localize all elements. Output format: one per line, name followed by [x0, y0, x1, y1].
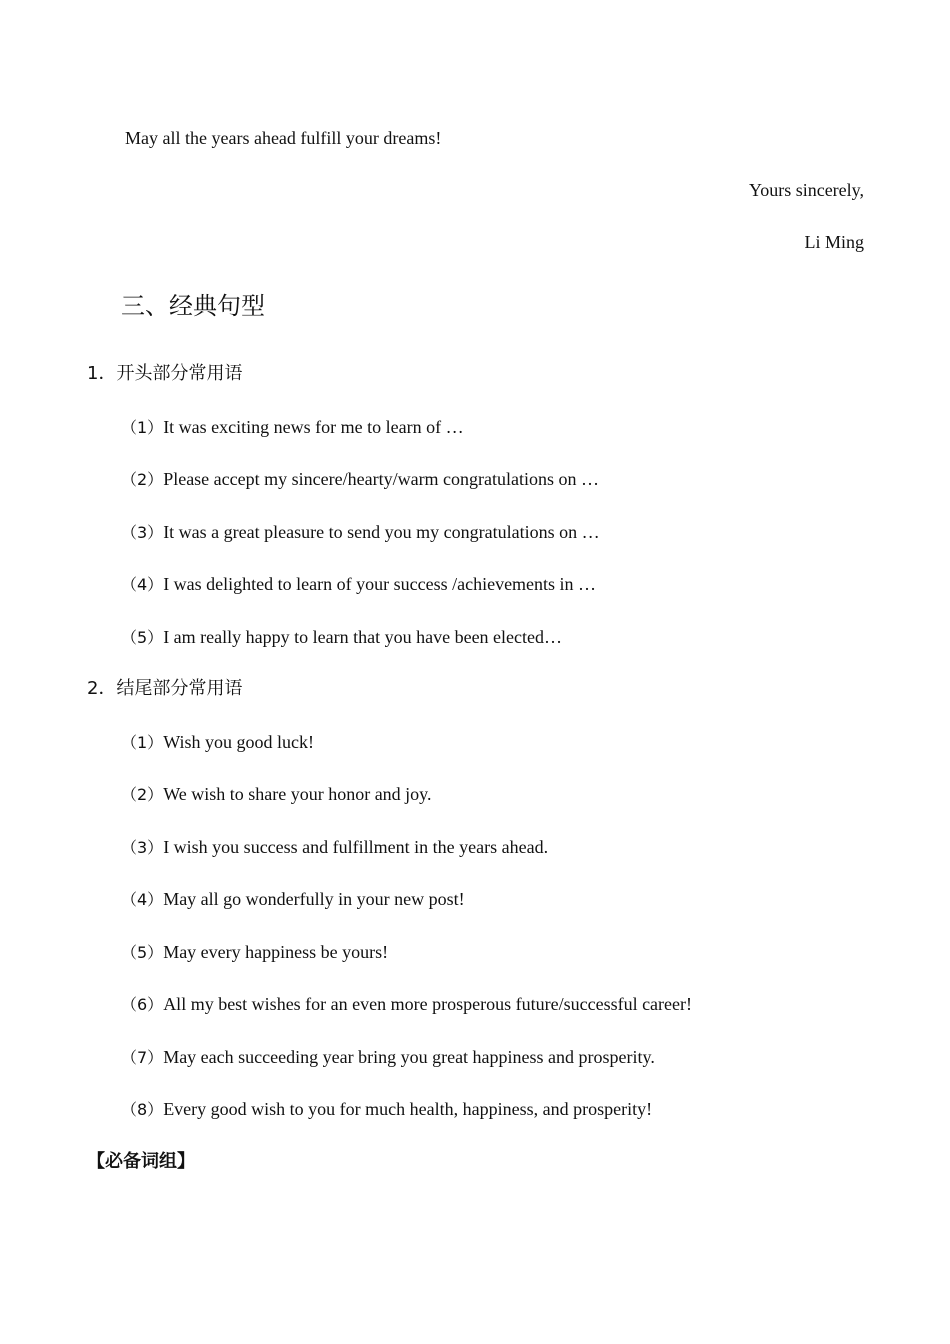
closing-item — [121, 1045, 655, 1070]
letter-signature: Li Ming — [804, 232, 864, 252]
item-text: May every happiness be yours! — [163, 942, 389, 962]
item-text: Please accept my sincere/hearty/warm congratulations on … — [163, 469, 600, 489]
closing-item — [121, 992, 692, 1017]
item-number: （6） — [121, 995, 164, 1014]
item-text: Wish you good luck! — [163, 732, 314, 752]
item-number: （7） — [121, 1048, 164, 1067]
closing-item — [121, 730, 314, 755]
item-number: （4） — [121, 890, 164, 909]
closing-item — [121, 782, 432, 807]
item-text: It was exciting news for me to learn of … — [163, 417, 464, 437]
item-number: （3） — [121, 838, 164, 857]
item-text: It was a great pleasure to send you my congratulations on … — [163, 522, 600, 542]
item-number: （2） — [121, 785, 164, 804]
item-number: （2） — [121, 470, 164, 489]
item-text: Every good wish to you for much health, happiness, and prosperity! — [163, 1099, 653, 1119]
item-text: May all go wonderfully in your new post! — [163, 889, 465, 909]
vocab-heading: 【必备词组】 — [87, 1151, 195, 1172]
opening-item — [121, 625, 562, 650]
closing-item — [121, 1097, 652, 1122]
opening-item — [121, 572, 596, 597]
letter-closing-wish: May all the years ahead fulfill your dreams! — [125, 128, 442, 148]
item-number: （5） — [121, 628, 164, 647]
item-text: May each succeeding year bring you great happiness and prosperity. — [163, 1047, 655, 1067]
closing-heading: 2．结尾部分常用语 — [87, 678, 243, 699]
opening-item — [121, 520, 600, 545]
item-number: （8） — [121, 1100, 164, 1119]
letter-signoff: Yours sincerely, — [749, 180, 864, 200]
closing-item — [121, 940, 388, 965]
section-title: 三、经典句型 — [121, 292, 265, 320]
item-text: We wish to share your honor and joy. — [163, 784, 432, 804]
item-number: （3） — [121, 523, 164, 542]
opening-heading: 1．开头部分常用语 — [87, 363, 243, 384]
item-number: （1） — [121, 418, 164, 437]
item-text: I wish you success and fulfillment in the years ahead. — [163, 837, 549, 857]
item-number: （1） — [121, 733, 164, 752]
item-text: All my best wishes for an even more prosperous future/successful career! — [163, 994, 693, 1014]
item-number: （4） — [121, 575, 164, 594]
closing-item — [121, 887, 465, 912]
opening-item — [121, 467, 599, 492]
opening-item — [121, 415, 464, 440]
item-number: （5） — [121, 943, 164, 962]
item-text: I was delighted to learn of your success /achievements in … — [163, 574, 597, 594]
item-text: I am really happy to learn that you have been elected… — [163, 627, 563, 647]
closing-item — [121, 835, 548, 860]
